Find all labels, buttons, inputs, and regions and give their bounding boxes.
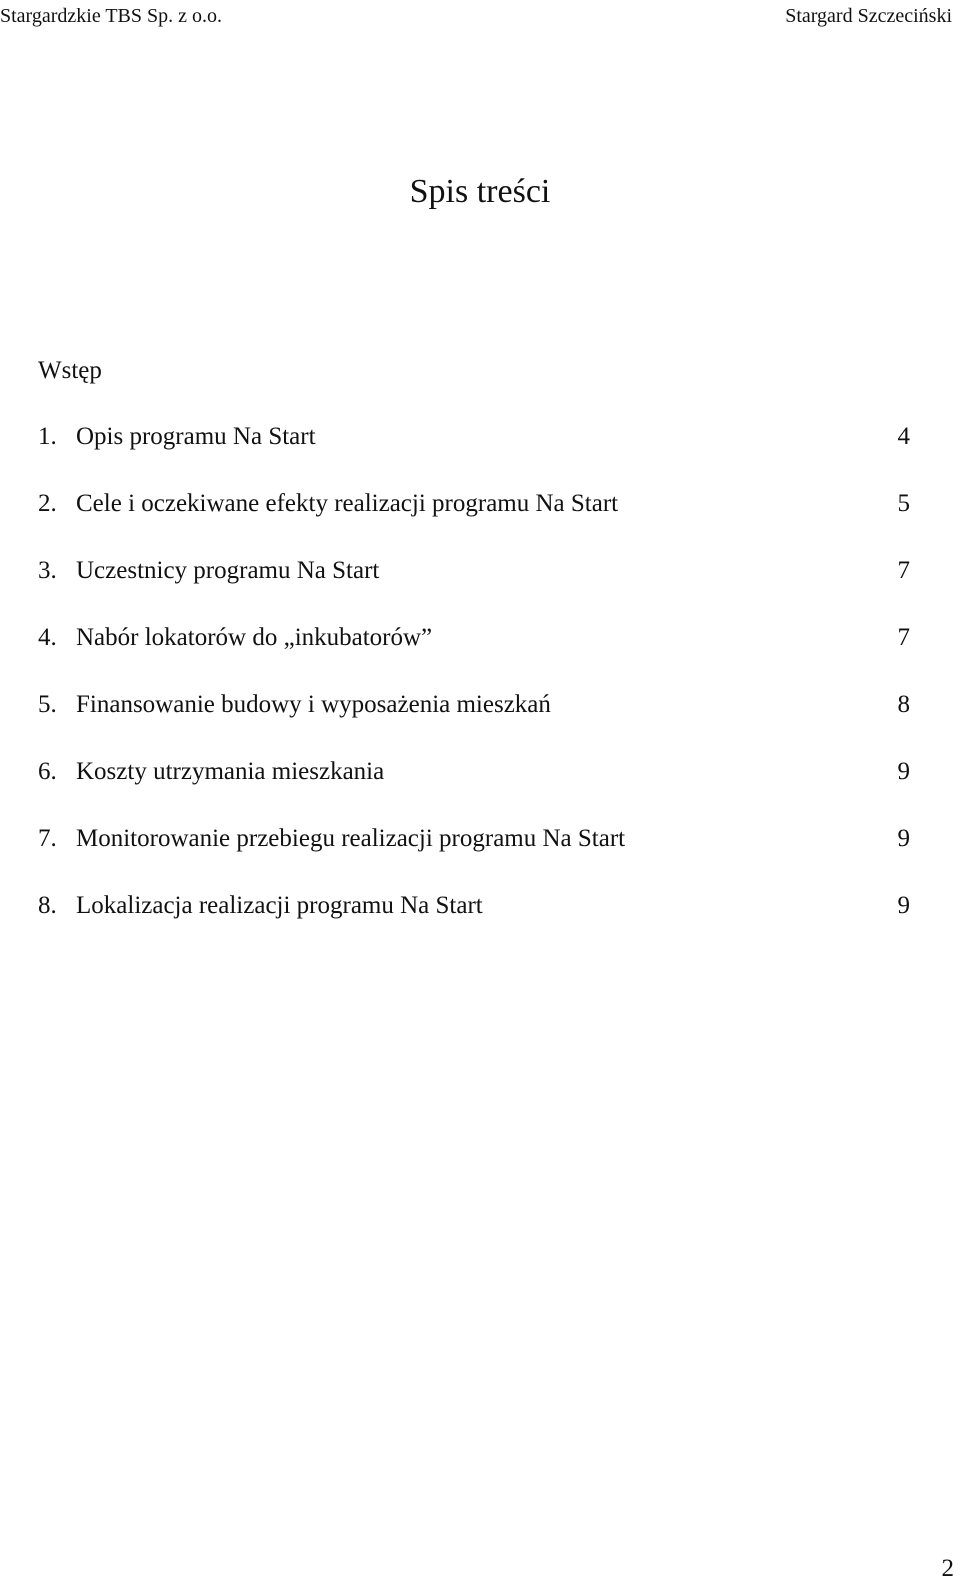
toc-item-page: 9 xyxy=(897,892,910,919)
toc-item-number: 8. xyxy=(38,892,57,919)
toc-intro: Wstęp xyxy=(38,357,102,384)
toc-item-number: 1. xyxy=(38,423,57,450)
toc-item-title: Nabór lokatorów do „inkubatorów” xyxy=(76,624,433,651)
toc-item-page: 7 xyxy=(897,557,910,584)
toc-item-number: 5. xyxy=(38,691,57,718)
toc-item xyxy=(38,556,910,623)
city-name: Stargard Szczeciński xyxy=(785,5,952,27)
toc-item xyxy=(38,690,910,757)
toc-item-page: 9 xyxy=(897,825,910,852)
toc-item-page: 9 xyxy=(897,758,910,785)
toc-item-number: 4. xyxy=(38,624,57,651)
toc-item xyxy=(38,422,910,489)
toc-item-page: 7 xyxy=(897,624,910,651)
toc-item xyxy=(38,757,910,824)
toc-item-page: 5 xyxy=(897,490,910,517)
toc-item-page: 4 xyxy=(897,423,910,450)
page-number: 2 xyxy=(941,1555,954,1582)
toc-item-title: Opis programu Na Start xyxy=(76,423,316,450)
toc-item-number: 3. xyxy=(38,557,57,584)
toc-item-number: 6. xyxy=(38,758,57,785)
toc-item xyxy=(38,891,910,958)
toc-item-number: 2. xyxy=(38,490,57,517)
page-header xyxy=(0,0,960,40)
toc-item-title: Lokalizacja realizacji programu Na Start xyxy=(76,892,483,919)
toc-item-title: Monitorowanie przebiegu realizacji programu Na Start xyxy=(76,825,626,852)
toc-item xyxy=(38,623,910,690)
toc-item-page: 8 xyxy=(897,691,910,718)
toc-item-number: 7. xyxy=(38,825,57,852)
toc-item xyxy=(38,824,910,891)
toc-item-title: Koszty utrzymania mieszkania xyxy=(76,758,385,785)
table-of-contents xyxy=(38,422,910,958)
toc-item xyxy=(38,489,910,556)
toc-item-title: Finansowanie budowy i wyposażenia mieszkań xyxy=(76,691,551,718)
company-name: Stargardzkie TBS Sp. z o.o. xyxy=(0,5,223,27)
toc-item-title: Cele i oczekiwane efekty realizacji programu Na Start xyxy=(76,490,619,517)
page-title: Spis treści xyxy=(409,173,551,210)
toc-item-title: Uczestnicy programu Na Start xyxy=(76,557,380,584)
